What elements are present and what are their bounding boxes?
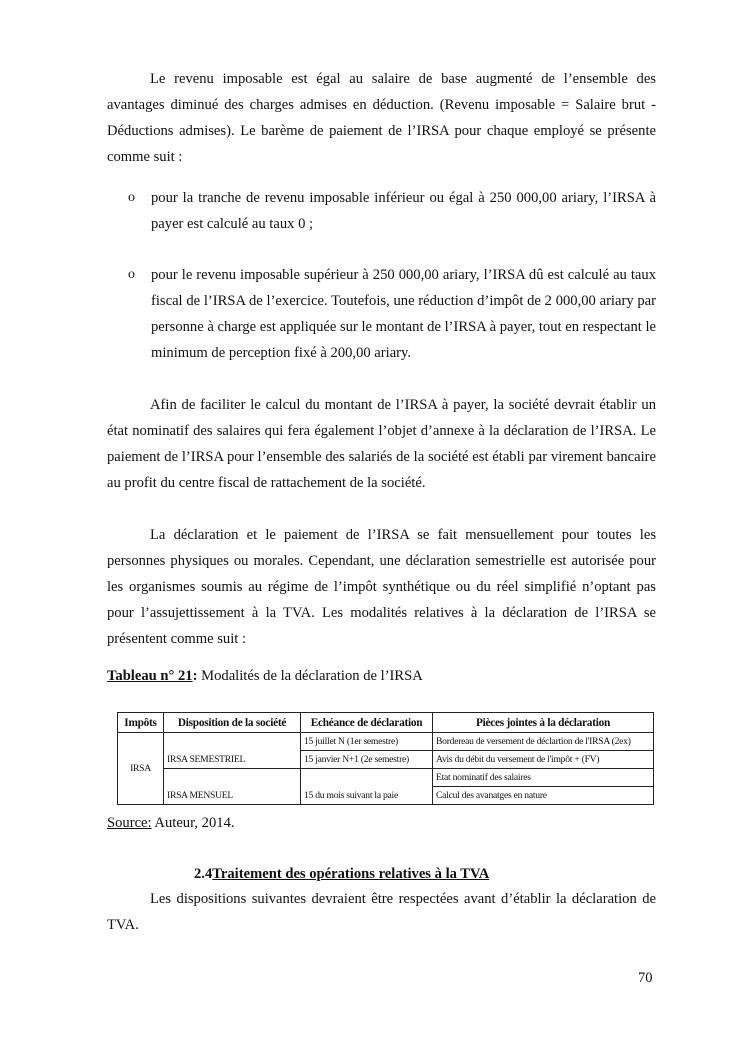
paragraph-declaration-paiement: La déclaration et le paiement de l’IRSA se fait mensuellement pour toutes les personnes physiques ou morales. Cependant, une déclaration semestrielle est autorisée pour les organismes soumis au régime de l’impôt synthétique ou du réel simplifié n’optant pas pour l’assujettissement à la TVA. Les modalités relatives à la déclaration de l’IRSA se présentent comme suit : — [107, 527, 656, 647]
cell-echeance: 15 juillet N (1er semestre) — [301, 733, 433, 751]
cell-disposition — [164, 733, 301, 751]
table-caption-text: Modalités de la déclaration de l’IRSA — [197, 668, 423, 684]
section-heading — [194, 862, 489, 886]
cell-piece: Bordereau de versement de déclartion de l'IRSA (2ex) — [433, 733, 654, 751]
table-row — [118, 787, 654, 805]
paragraph-etat-nominatif: Afin de faciliter le calcul du montant de l’IRSA à payer, la société devrait établir un état nominatif des salaires qui fera également l’objet d’annexe à la déclaration de l’IRSA. Le paiement de l’IRSA pour l’ensemble des salariés de la société est établi par virement bancaire au profit du centre fiscal de rattachement de la société. — [107, 397, 656, 491]
cell-piece: Calcul des avanatges en nature — [433, 787, 654, 805]
header-echeance: Echéance de déclaration — [301, 713, 433, 733]
paragraph-revenu-imposable: Le revenu imposable est égal au salaire de base augmenté de l’ensemble des avantages diminué des charges admises en déduction. (Revenu imposable = Salaire brut - Déductions admises). Le barème de paiement de l’IRSA pour chaque employé se présente comme suit : — [107, 71, 656, 165]
table-row — [118, 733, 654, 751]
section-number: 2.4 — [194, 866, 213, 882]
table-row — [118, 769, 654, 787]
table-source — [107, 811, 235, 835]
cell-disposition: IRSA SEMESTRIEL — [164, 751, 301, 769]
cell-disposition: IRSA MENSUEL — [164, 787, 301, 805]
table-caption-colon: : — [192, 668, 198, 684]
header-disposition: Disposition de la société — [164, 713, 301, 733]
irsa-declaration-table — [117, 712, 654, 805]
cell-disposition — [164, 769, 301, 787]
table-caption — [107, 664, 423, 688]
table-caption-label: Tableau n° 21 — [107, 668, 193, 684]
bullet-marker: o — [128, 267, 135, 282]
bullet-tranche-superieure: pour le revenu imposable supérieur à 250 000,00 ariary, l’IRSA dû est calculé au taux fiscal de l’IRSA de l’exercice. Toutefois, une réduction d’impôt de 2 000,00 ariary par personne à charge est appliquée sur le montant de l’IRSA à payer, tout en respectant le minimum de perception fixé à 200,00 ariary. — [151, 267, 656, 361]
header-pieces-jointes: Pièces jointes à la déclaration — [433, 713, 654, 733]
table-header-row — [118, 713, 654, 733]
paragraph-tva: Les dispositions suivantes devraient être respectées avant d’établir la déclaration de TVA. — [107, 891, 656, 933]
cell-piece: Etat nominatif des salaires — [433, 769, 654, 787]
cell-echeance: 15 janvier N+1 (2e semestre) — [301, 751, 433, 769]
cell-echeance — [301, 769, 433, 787]
source-label: Source: — [107, 815, 152, 831]
cell-echeance: 15 du mois suivant la paie — [301, 787, 433, 805]
cell-piece: Avis du débit du versement de l'impôt + (FV) — [433, 751, 654, 769]
bullet-tranche-inferieure: pour la tranche de revenu imposable inférieur ou égal à 250 000,00 ariary, l’IRSA à payer est calculé au taux 0 ; — [151, 190, 656, 232]
section-title: Traitement des opérations relatives à la TVA — [212, 866, 490, 882]
cell-impot: IRSA — [118, 733, 164, 805]
source-text: Auteur, 2014. — [151, 815, 235, 831]
table-row — [118, 751, 654, 769]
header-impots: Impôts — [118, 713, 164, 733]
page-number: 70 — [638, 970, 653, 986]
bullet-marker: o — [128, 190, 135, 205]
